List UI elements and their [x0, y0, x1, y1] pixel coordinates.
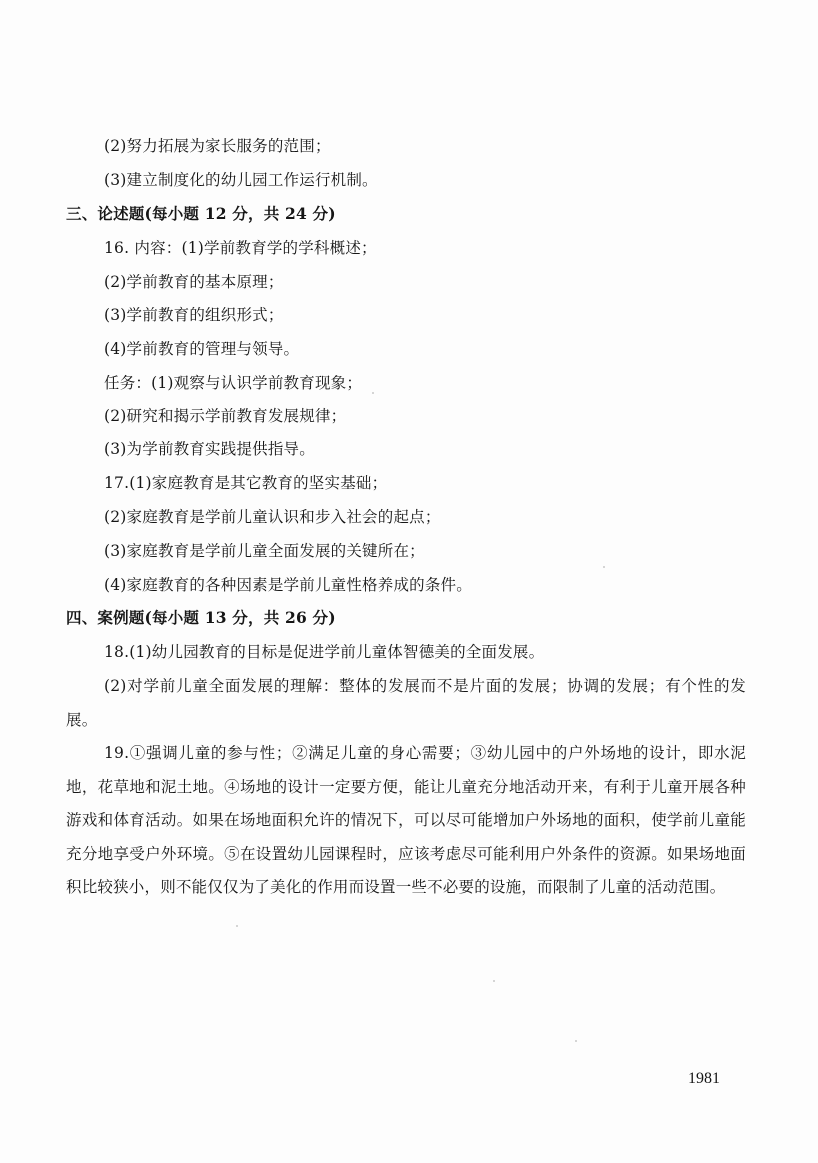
q17-point-1: 17.(1)家庭教育是其它教育的坚实基础；: [104, 474, 388, 492]
q19-paragraph: 19.①强调儿童的参与性；②满足儿童的身心需要；③幼儿园中的户外场地的设计，即水泥地，花草地和泥土地。④场地的设计一定要方便，能让儿童充分地活动开来，有利于儿童开展各种游戏和体育活动。如果在场地面积允许的情况下，可以尽可能增加户外场地的面积，使学前儿童能充分地享受户外环境。⑤在设置幼儿园课程时，应该考虑尽可能利用户外条件的资源。如果场地面积比较狭小，则不能仅仅为了美化的作用而设置一些不必要的设施，而限制了儿童的活动范围。: [66, 744, 746, 897]
q17-point-3: (3)家庭教育是学前儿童全面发展的关键所在；: [104, 542, 425, 560]
q16-content-2: (2)学前教育的基本原理；: [104, 273, 284, 291]
scan-speck: [493, 980, 495, 982]
answer-item-2-3: (3)建立制度化的幼儿园工作运行机制。: [104, 171, 378, 189]
q16-task-1: 任务：(1)观察与认识学前教育现象；: [104, 374, 363, 392]
q18-point-2: (2)对学前儿童全面发展的理解：整体的发展而不是片面的发展；协调的发展；有个性的发展。: [66, 677, 746, 729]
q16-task-3: (3)为学前教育实践提供指导。: [104, 440, 315, 458]
q17-point-2: (2)家庭教育是学前儿童认识和步入社会的起点；: [104, 508, 441, 526]
section-3-heading: 三、论述题(每小题 12 分，共 24 分): [66, 204, 336, 223]
q16-content-3: (3)学前教育的组织形式；: [104, 306, 284, 324]
answer-item-2-2: (2)努力拓展为家长服务的范围；: [104, 137, 331, 155]
q16-content-4: (4)学前教育的管理与领导。: [104, 340, 300, 358]
q16-task-2: (2)研究和揭示学前教育发展规律；: [104, 407, 347, 425]
page-number: 1981: [688, 1070, 720, 1087]
scan-speck: [372, 392, 374, 394]
scan-speck: [236, 925, 238, 927]
scan-speck: [603, 566, 605, 568]
q18-point-1: 18.(1)幼儿园教育的目标是促进学前儿童体智德美的全面发展。: [104, 643, 545, 661]
q16-content-1: 16. 内容：(1)学前教育学的学科概述；: [104, 239, 377, 257]
q17-point-4: (4)家庭教育的各种因素是学前儿童性格养成的条件。: [104, 576, 472, 594]
scan-speck: [575, 1040, 577, 1042]
section-4-heading: 四、案例题(每小题 13 分，共 26 分): [66, 608, 336, 627]
